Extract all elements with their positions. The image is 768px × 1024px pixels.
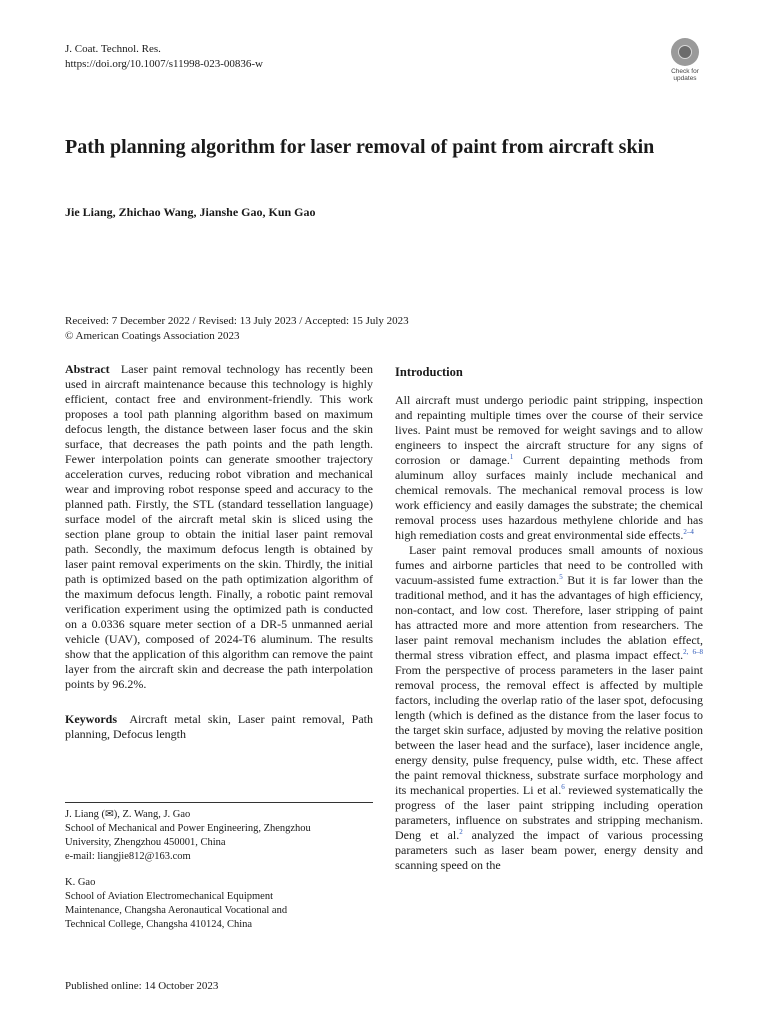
affil-2-author: K. Gao xyxy=(65,877,96,888)
copyright: © American Coatings Association 2023 xyxy=(65,330,240,342)
citation-ref[interactable]: 2–4 xyxy=(683,528,694,536)
affil-1-authors: J. Liang (✉), Z. Wang, J. Gao xyxy=(65,809,191,820)
intro-paragraph-2: Laser paint removal produces small amounts of noxious fumes and airborne particles that need to be controlled with vacuum-assisted fume extraction.$^5$ But it is far lower than the traditional method, and it has the advantages of high efficiency, non-contact, and low cost. Therefore, laser stripping of paint has attracted more and more attention from researchers. The laser paint removal mechanism includes the ablation effect, thermal stress vibration effect, and plasma impact effect.$^{2, 6-8}$ From the perspective of process parameters in the laser paint removal process, the removal effect is affected by multiple factors, including the overlap ratio of the laser spot, defocusing length (which is defined as the distance from the laser focus to the target skin surface, adjusted by moving the relative position between the laser head and the surface), laser incidence angle, energy density, pulse frequency, pulse width, etc. These affect the paint removal thickness, substrate surface morphology and its mechanical properties. Li et al.$^6$ reviewed systematically the progress of the laser paint stripping including operation parameters, influence on substrates and stripping mechanism. Deng et al.$^2$ analyzed the impact of various processing parameters such as laser beam power, energy density and scanning speed on the xyxy=(395,543,703,872)
affiliation-divider xyxy=(65,802,373,803)
published-online: Published online: 14 October 2023 xyxy=(65,980,219,992)
affil-1-line: School of Mechanical and Power Engineering, Zhengzhou xyxy=(65,823,311,834)
journal-header xyxy=(65,42,263,72)
citation-ref[interactable]: 1 xyxy=(509,453,514,461)
publication-dates xyxy=(65,314,409,344)
affil-1-email[interactable]: e-mail: liangjie812@163.com xyxy=(65,851,191,862)
keywords xyxy=(65,712,373,742)
citation-ref[interactable]: 6 xyxy=(561,783,565,791)
check-for-updates-badge[interactable] xyxy=(665,38,705,82)
doi-link[interactable]: https://doi.org/10.1007/s11998-023-00836-w xyxy=(65,58,263,70)
abstract-text: Laser paint removal technology has recently been used in aircraft maintenance because this technology is highly efficient, contact free and environment-friendly. This work proposes a tool path planning algorithm based on maximum defocus length, the distance between laser focus and the skin surface, that decreases the path points and the path length. Fewer interpolation points can generate smoother trajectory acceleration curves, reducing robot vibration and mechanical wear and improving robot response speed and accuracy to the planned path. Firstly, the STL (standard tessellation language) surface model of the aircraft metal skin is sliced using the section plane group to obtain the initial laser paint removal path. Secondly, the maximum defocus length is obtained by laser paint removal experiments on the skin. Thirdly, the initial path is optimized based on the path optimization algorithm of the maximum defocus length. Finally, a robotic paint removal verification experiment using the optimized path is conducted on a 0.0336 square meter section of a DR-5 unmanned aerial vehicle (UAV), composed of 2024-T6 aluminum. The results show that the application of this algorithm can remove the paint layer from the aircraft skin and decrease the path interpolation points by 96.2%. xyxy=(65,362,374,691)
affil-2-line: Technical College, Changsha 410124, China xyxy=(65,919,253,930)
affiliations xyxy=(65,808,373,932)
badge-label: Check for updates xyxy=(671,68,699,82)
check-updates-icon xyxy=(671,38,699,66)
author-list: Jie Liang, Zhichao Wang, Jianshe Gao, Kun Gao xyxy=(65,205,316,219)
right-column xyxy=(395,365,703,873)
affil-2-line: Maintenance, Changsha Aeronautical Vocational and xyxy=(65,905,288,916)
keywords-label: Keywords xyxy=(65,712,117,726)
introduction-heading: Introduction xyxy=(395,365,463,379)
affil-2-line: School of Aviation Electromechanical Equipment xyxy=(65,891,273,902)
citation-ref[interactable]: 5 xyxy=(559,573,563,581)
intro-paragraph-1: All aircraft must undergo periodic paint stripping, inspection and repainting multiple times over the course of their service lives. Paint must be removed for weight savings and to allow engineers to inspect the aircraft structure for any signs of corrosion or damage.$^1$ Current depainting methods from aluminum alloy surfaces mainly include mechanical and chemical removals. The mechanical removal process is low work efficiency and easily damages the substrate; the chemical removal process uses hazardous methylene chloride and has high remediation costs and great environmental side effects.$^{2-4}$ xyxy=(395,393,703,542)
abstract xyxy=(65,362,373,692)
journal-name: J. Coat. Technol. Res. xyxy=(65,43,161,55)
citation-ref[interactable]: 2 xyxy=(459,828,463,836)
affil-1-line: University, Zhengzhou 450001, China xyxy=(65,837,226,848)
paper-title: Path planning algorithm for laser removal of paint from aircraft skin xyxy=(65,136,655,158)
keywords-text: Aircraft metal skin, Laser paint removal, Path planning, Defocus length xyxy=(65,712,373,741)
received-revised-accepted: Received: 7 December 2022 / Revised: 13 July 2023 / Accepted: 15 July 2023 xyxy=(65,315,409,327)
abstract-label: Abstract xyxy=(65,362,110,376)
left-column xyxy=(65,362,373,742)
citation-ref[interactable]: 2, 6–8 xyxy=(683,648,703,656)
